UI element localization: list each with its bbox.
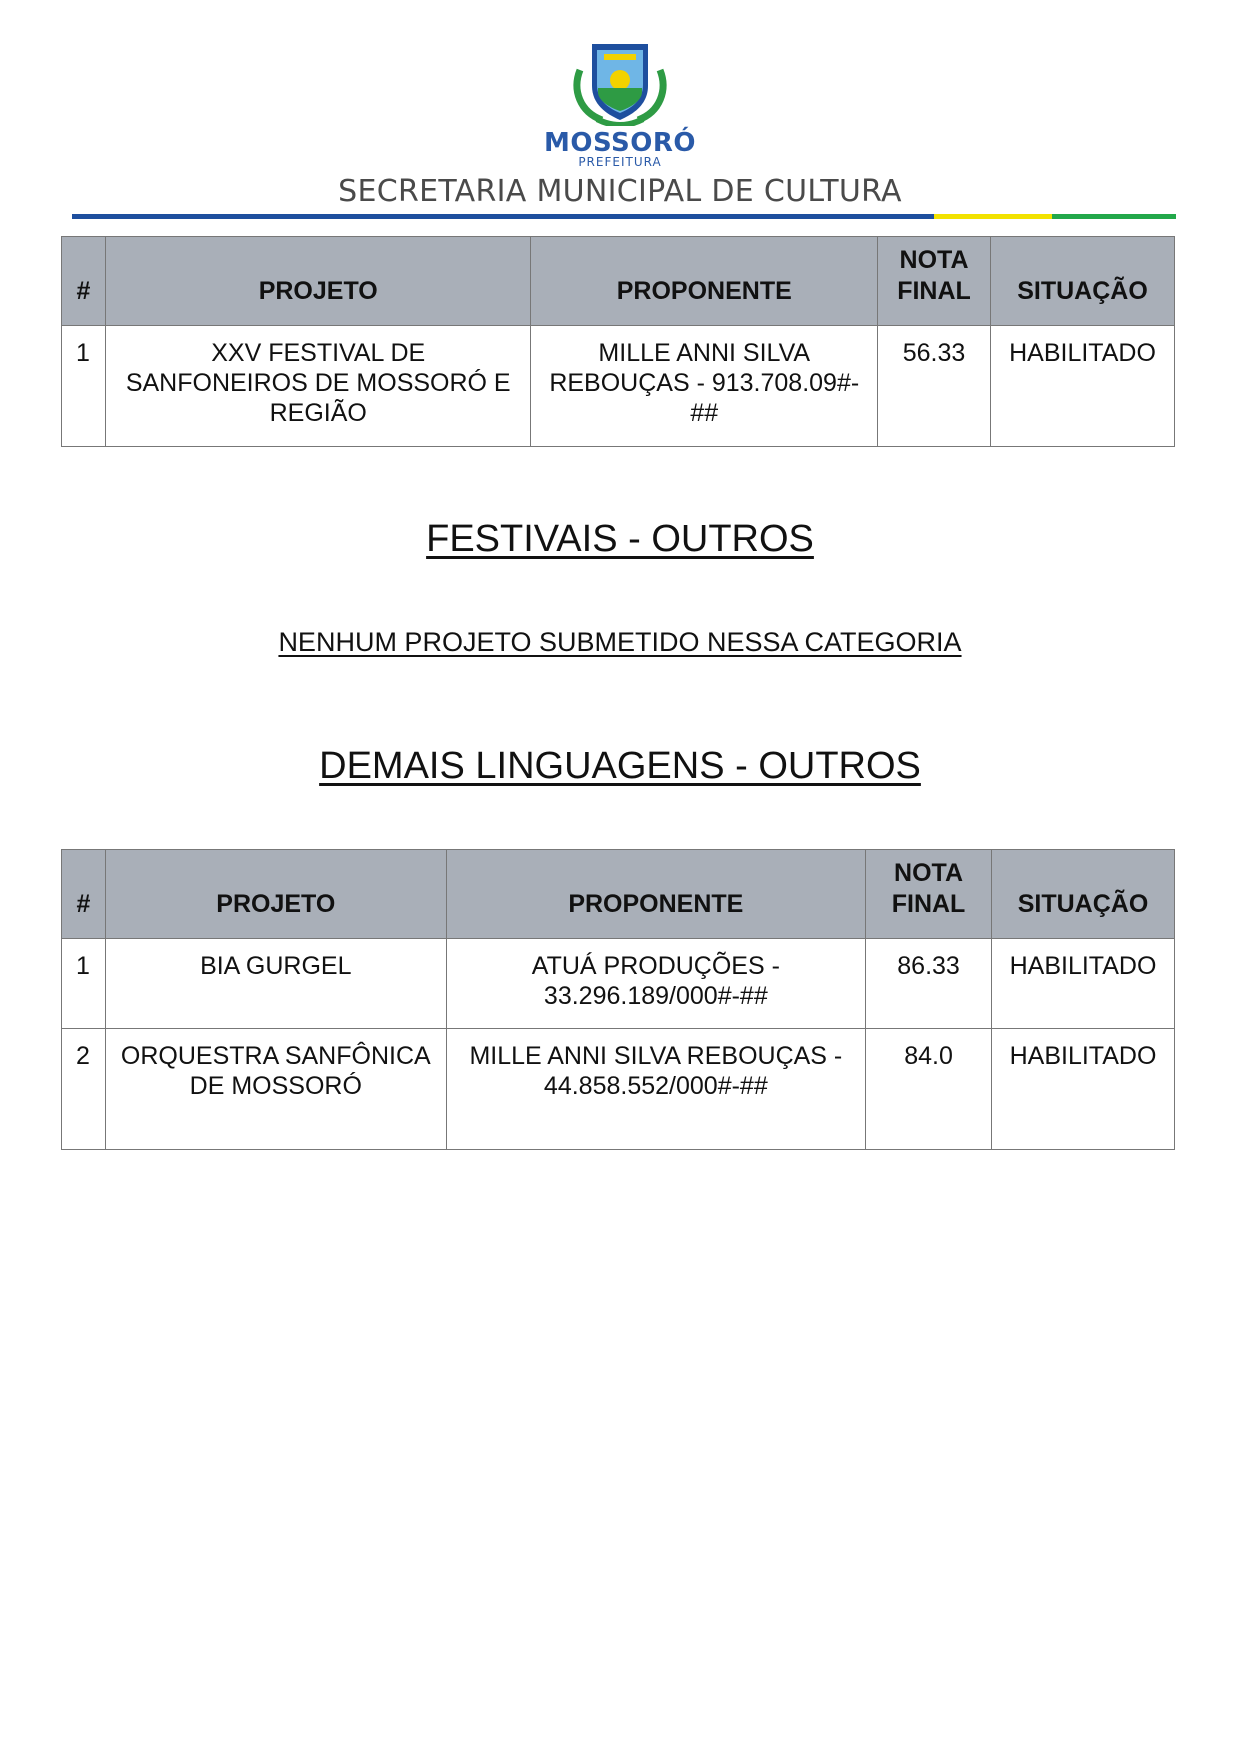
col-header-proponente: PROPONENTE (446, 850, 866, 939)
cell-projeto: XXV FESTIVAL DE SANFONEIROS DE MOSSORÓ E REGIÃO (105, 326, 530, 447)
cell-num: 2 (62, 1029, 106, 1150)
cell-situacao: HABILITADO (992, 939, 1175, 1029)
cell-proponente: MILLE ANNI SILVA REBOUÇAS - 44.858.552/000#-## (446, 1029, 866, 1150)
results-table-1 (61, 236, 1175, 447)
cell-nota: 84.0 (866, 1029, 992, 1150)
cell-projeto: ORQUESTRA SANFÔNICA DE MOSSORÓ (105, 1029, 446, 1150)
empty-category-note: NENHUM PROJETO SUBMETIDO NESSA CATEGORIA (278, 627, 962, 657)
col-header-num: # (62, 237, 106, 326)
logo-city-name: MOSSORÓ (544, 128, 696, 158)
page-header (0, 0, 1240, 230)
table-row (62, 1029, 1175, 1150)
cell-situacao: HABILITADO (992, 1029, 1175, 1150)
header-stripe-yellow (934, 214, 1052, 219)
mossoro-crest-logo (570, 40, 670, 126)
col-header-projeto: PROJETO (105, 850, 446, 939)
header-stripe-blue (72, 214, 934, 219)
results-table-2 (61, 849, 1175, 1150)
col-header-proponente: PROPONENTE (531, 237, 878, 326)
logo-subtitle: PREFEITURA (578, 155, 662, 169)
col-header-nota (866, 850, 992, 939)
cell-situacao: HABILITADO (991, 326, 1175, 447)
header-stripe-green (1052, 214, 1176, 219)
nota-line2: FINAL (891, 890, 966, 918)
cell-num: 1 (62, 326, 106, 447)
col-header-situacao: SITUAÇÃO (991, 237, 1175, 326)
table-row (62, 939, 1175, 1029)
cell-proponente: MILLE ANNI SILVA REBOUÇAS - 913.708.09#-## (531, 326, 878, 447)
cell-projeto: BIA GURGEL (105, 939, 446, 1029)
cell-num: 1 (62, 939, 106, 1029)
table-header-row (62, 237, 1175, 326)
cell-proponente: ATUÁ PRODUÇÕES - 33.296.189/000#-## (446, 939, 866, 1029)
nota-line1: NOTA (894, 859, 964, 887)
col-header-nota (878, 237, 991, 326)
nota-line1: NOTA (899, 246, 969, 274)
col-header-situacao: SITUAÇÃO (992, 850, 1175, 939)
table-header-row (62, 850, 1175, 939)
cell-nota: 56.33 (878, 326, 991, 447)
col-header-num: # (62, 850, 106, 939)
section-title-demais: DEMAIS LINGUAGENS - OUTROS (319, 745, 921, 787)
nota-line2: FINAL (897, 277, 971, 305)
secretaria-title: SECRETARIA MUNICIPAL DE CULTURA (338, 174, 902, 209)
table-row (62, 326, 1175, 447)
col-header-projeto: PROJETO (105, 237, 530, 326)
cell-nota: 86.33 (866, 939, 992, 1029)
section-title-festivais: FESTIVAIS - OUTROS (426, 518, 814, 560)
